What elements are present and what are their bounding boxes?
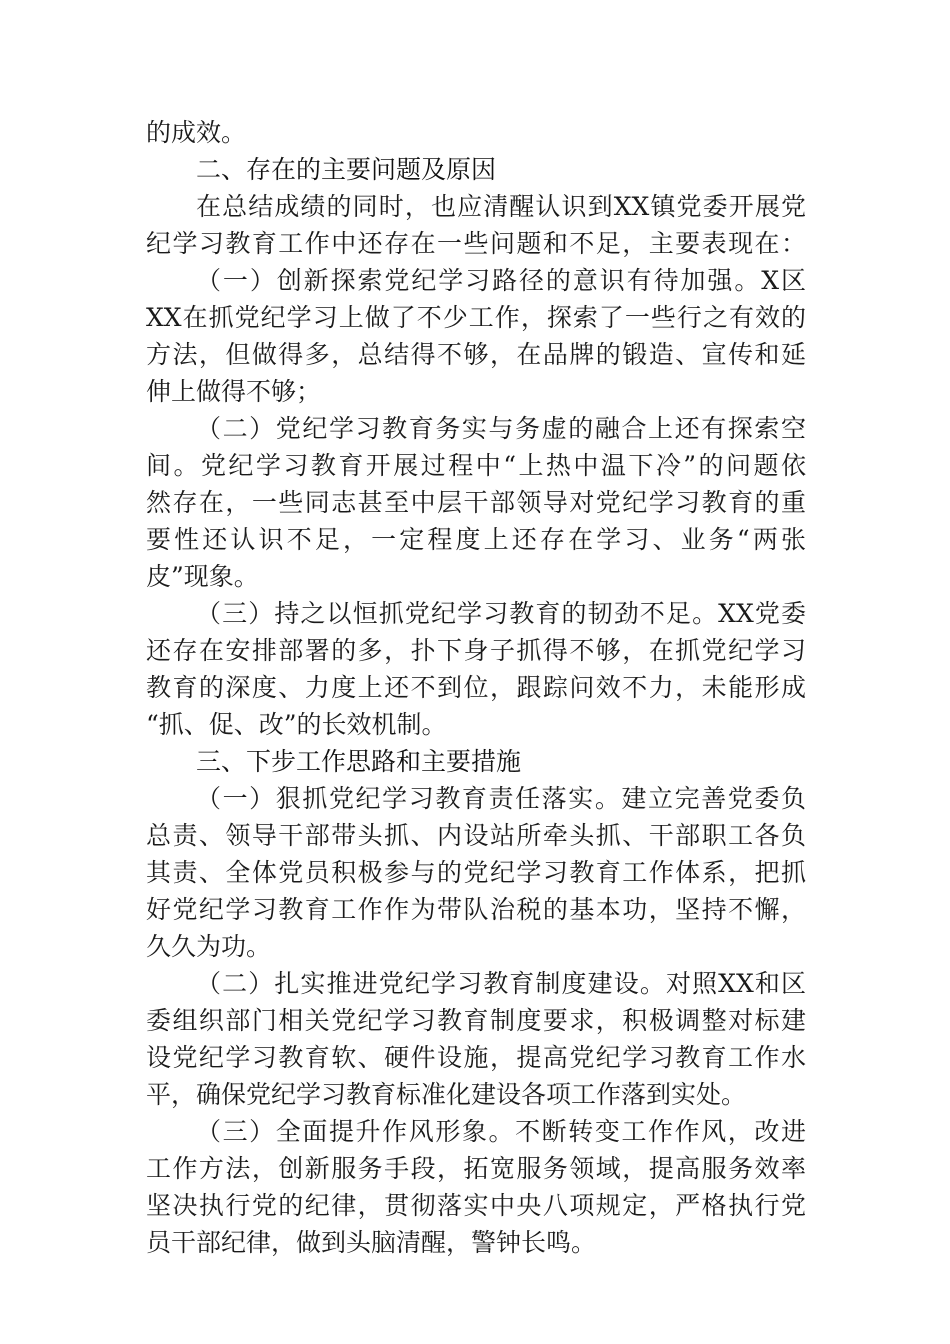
text-line: （二）扎实推进党纪学习教育制度建设。对照XX和区 [196, 969, 806, 998]
text-line: 员干部纪律，做到头脑清醒，警钟长鸣。 [146, 1228, 597, 1257]
text-line: 间。党纪学习教育开展过程中“上热中温下冷”的问题依 [146, 451, 806, 480]
text-line: 伸上做得不够； [146, 377, 322, 406]
text-line: 其责、全体党员积极参与的党纪学习教育工作体系，把抓 [146, 858, 806, 887]
text-line: 坚决执行党的纪律，贯彻落实中央八项规定，严格执行党 [146, 1191, 806, 1220]
section-heading-2: 二、存在的主要问题及原因 [196, 155, 497, 184]
text-line: 好党纪学习教育工作作为带队治税的基本功，坚持不懈， [146, 895, 806, 924]
text-line: 总责、领导干部带头抓、内设站所牵头抓、干部职工各负 [146, 821, 806, 850]
text-line: 久久为功。 [146, 932, 272, 961]
text-line: 设党纪学习教育软、硬件设施，提高党纪学习教育工作水 [146, 1043, 806, 1072]
text-line: （一）狠抓党纪学习教育责任落实。建立完善党委负 [196, 784, 806, 813]
text-line: 的成效。 [146, 118, 247, 147]
text-line: XX在抓党纪学习上做了不少工作，探索了一些行之有效的 [146, 303, 806, 332]
text-line: （二）党纪学习教育务实与务虚的融合上还有探索空 [196, 414, 806, 443]
text-line: 方法，但做得多，总结得不够，在品牌的锻造、宣传和延 [146, 340, 806, 369]
text-line: “抓、促、改”的长效机制。 [146, 710, 447, 739]
text-line: 然存在，一些同志甚至中层干部领导对党纪学习教育的重 [146, 488, 806, 517]
text-line: 平，确保党纪学习教育标准化建设各项工作落到实处。 [146, 1080, 747, 1109]
text-line: 还存在安排部署的多，扑下身子抓得不够，在抓党纪学习 [146, 636, 806, 665]
text-line: 纪学习教育工作中还存在一些问题和不足，主要表现在： [146, 229, 806, 258]
section-heading-3: 三、下步工作思路和主要措施 [196, 747, 522, 776]
text-line: 工作方法，创新服务手段，拓宽服务领域，提高服务效率 [146, 1154, 806, 1183]
text-line: （三）持之以恒抓党纪学习教育的韧劲不足。XX党委 [196, 599, 806, 628]
text-line: 教育的深度、力度上还不到位，跟踪问效不力，未能形成 [146, 673, 806, 702]
text-line: 要性还认识不足，一定程度上还存在学习、业务“两张 [146, 525, 806, 554]
text-line: （三）全面提升作风形象。不断转变工作作风，改进 [196, 1117, 806, 1146]
text-line: （一）创新探索党纪学习路径的意识有待加强。X区 [196, 266, 806, 295]
text-line: 委组织部门相关党纪学习教育制度要求，积极调整对标建 [146, 1006, 806, 1035]
text-line: 在总结成绩的同时，也应清醒认识到XX镇党委开展党 [196, 192, 806, 221]
text-line: 皮”现象。 [146, 562, 259, 591]
